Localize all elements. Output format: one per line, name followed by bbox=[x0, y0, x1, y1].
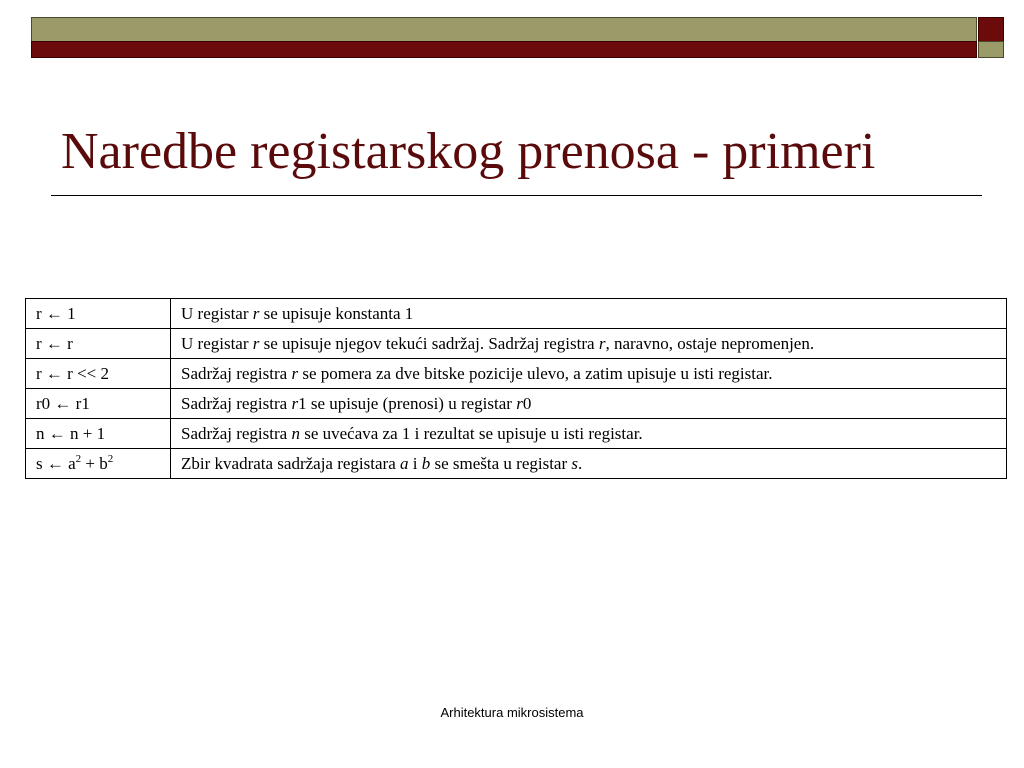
description-cell bbox=[171, 419, 1007, 449]
operation-cell bbox=[26, 389, 171, 419]
text-segment: , naravno, ostaje nepromenjen. bbox=[605, 333, 815, 353]
table-row bbox=[26, 359, 1007, 389]
text-segment: Sadržaj registra bbox=[181, 393, 292, 413]
text-segment: se upisuje konstanta 1 bbox=[259, 303, 414, 323]
description-cell bbox=[171, 329, 1007, 359]
superscript: 2 bbox=[107, 452, 114, 465]
operation-cell bbox=[26, 329, 171, 359]
table-row bbox=[26, 449, 1007, 479]
italic-variable: r bbox=[291, 363, 299, 383]
text-segment: i bbox=[408, 453, 422, 473]
italic-variable: r bbox=[516, 393, 523, 413]
text-segment: r ← 1 bbox=[36, 303, 76, 323]
text-segment: s ← a bbox=[36, 453, 76, 473]
text-segment: 0 bbox=[522, 393, 532, 413]
text-segment: se upisuje njegov tekući sadržaj. Sadržaj registra bbox=[259, 333, 599, 353]
italic-variable: n bbox=[291, 423, 300, 443]
superscript: 2 bbox=[75, 452, 82, 465]
text-segment: se uvećava za 1 i rezultat se upisuje u isti registar. bbox=[299, 423, 643, 443]
text-segment: se pomera za dve bitske pozicije ulevo, a zatim upisuje u isti registar. bbox=[298, 363, 773, 383]
table-row bbox=[26, 419, 1007, 449]
table-row bbox=[26, 299, 1007, 329]
table-row bbox=[26, 329, 1007, 359]
operation-cell bbox=[26, 449, 171, 479]
description-cell bbox=[171, 389, 1007, 419]
text-segment: se smešta u registar bbox=[430, 453, 572, 473]
text-segment: Sadržaj registra bbox=[181, 423, 292, 443]
description-cell bbox=[171, 449, 1007, 479]
slide-footer: Arhitektura mikrosistema bbox=[440, 705, 584, 720]
text-segment: r ← r << 2 bbox=[36, 363, 109, 383]
italic-variable: r bbox=[291, 393, 299, 413]
corner-square-maroon bbox=[978, 17, 1004, 42]
text-segment: Sadržaj registra bbox=[181, 363, 292, 383]
text-segment: Zbir kvadrata sadržaja registara bbox=[181, 453, 400, 473]
slide-title: Naredbe registarskog prenosa - primeri bbox=[61, 123, 876, 180]
text-segment: r0 ← r1 bbox=[36, 393, 90, 413]
operation-cell bbox=[26, 419, 171, 449]
register-transfer-table bbox=[25, 298, 1007, 479]
text-segment: n ← n + 1 bbox=[36, 423, 106, 443]
corner-square-olive bbox=[978, 41, 1004, 58]
header-bar-maroon bbox=[31, 41, 977, 58]
text-segment: 1 se upisuje (prenosi) u registar bbox=[298, 393, 517, 413]
description-cell bbox=[171, 299, 1007, 329]
description-cell bbox=[171, 359, 1007, 389]
italic-variable: s bbox=[571, 453, 579, 473]
text-segment: r ← r bbox=[36, 333, 73, 353]
italic-variable: r bbox=[252, 333, 260, 353]
italic-variable: r bbox=[598, 333, 606, 353]
italic-variable: r bbox=[252, 303, 260, 323]
operation-cell bbox=[26, 299, 171, 329]
table-body bbox=[26, 299, 1007, 479]
italic-variable: a bbox=[400, 453, 409, 473]
text-segment: U registar bbox=[181, 333, 253, 353]
operation-cell bbox=[26, 359, 171, 389]
text-segment: U registar bbox=[181, 303, 253, 323]
title-underline bbox=[51, 195, 982, 196]
header-bar-olive bbox=[31, 17, 977, 42]
text-segment: . bbox=[578, 453, 583, 473]
italic-variable: b bbox=[421, 453, 431, 473]
text-segment: + b bbox=[81, 453, 108, 473]
table-row bbox=[26, 389, 1007, 419]
